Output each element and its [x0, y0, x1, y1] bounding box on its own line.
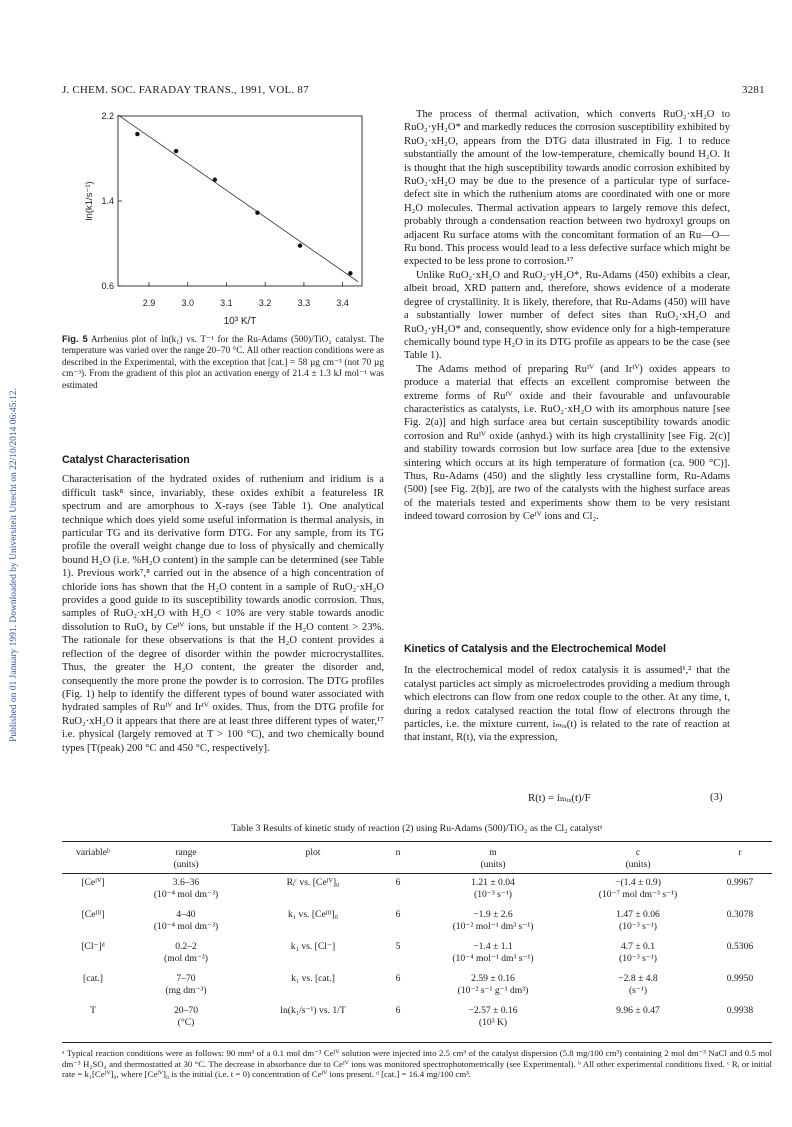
y-tick-label: 1.4: [101, 196, 114, 206]
download-notice: Published on 01 January 1991. Downloaded by Universiteit Utrecht on 22/10/2014 06:45:12.: [9, 388, 19, 742]
table-header-cell: variableᵇ: [76, 847, 110, 858]
equation-3: R(t) = iₘᵢₓ(t)/F: [528, 792, 591, 804]
x-tick-label: 3.4: [336, 298, 349, 308]
table-cell: −1.9 ± 2.6 (10⁻² mol⁻¹ dm³ s⁻¹): [452, 909, 534, 932]
table-cell: 0.3078: [726, 909, 754, 920]
table-cell: ln(k₁/s⁻¹) vs. 1/T: [280, 1005, 346, 1016]
right-column: [404, 108, 730, 524]
table-cell: −2.57 ± 0.16 (10³ K): [468, 1005, 518, 1028]
table-cell: k₁ vs. [Ceᴵᴵᴵ]₀: [287, 909, 338, 920]
table-cell: −2.8 ± 4.8 (s⁻¹): [618, 973, 658, 996]
table-cell: 0.9967: [726, 877, 754, 888]
table-rule-bottom: [62, 1042, 772, 1043]
table-rule-top: [62, 841, 772, 842]
table-cell: [Cl⁻]ᵈ: [81, 941, 105, 952]
data-point: [298, 243, 302, 247]
y-axis-label: ln(k1/s⁻¹): [84, 181, 95, 221]
table-cell: 9.96 ± 0.47: [616, 1005, 660, 1016]
figure-label: Fig. 5: [62, 334, 88, 344]
table-cell: k₁ vs. [cat.]: [291, 973, 335, 984]
table-cell: 1.21 ± 0.04 (10⁻³ s⁻¹): [471, 877, 515, 900]
table-cell: 6: [395, 877, 401, 888]
data-point: [348, 271, 352, 275]
x-tick-label: 2.9: [142, 298, 156, 308]
data-point: [255, 210, 259, 214]
table-header-cell: c (units): [625, 847, 651, 870]
data-point: [174, 149, 178, 153]
table-cell: 3.6–36 (10⁻⁴ mol dm⁻³): [153, 877, 219, 900]
table-cell: 20–70 (°C): [174, 1005, 198, 1028]
table-header-cell: plot: [305, 847, 321, 858]
table-cell: 1.47 ± 0.06 (10⁻³ s⁻¹): [616, 909, 660, 932]
page-number: 3281: [742, 84, 765, 96]
paragraph: The process of thermal activation, which converts RuO₂·xH₂O to RuO₂·yH₂O* and markedly reduces the corrosion susceptibility exhibited by RuO₂·xH₂O, appears from the DTG data illustrated in Fig. 1 to reduce substantially the amount of the low-temperature, chemically bound H₂O. It is thought that the high susceptibility towards anodic corrosion exhibited by RuO₂·xH₂O may be due to the presence of a particular type of surface-defect site in which the ruthenium atoms are coordinated with one or more H₂O molecules. Thermal activation appears to largely remove this defect, probably through a condensation reaction between two hydroxyl groups on adjacent Ru surface atoms with the concomitant formation of an Ru—O—Ru bond. This process would lead to a less defective surface which might be expected to be less prone to corrosion.¹⁷: [404, 109, 730, 268]
paragraph: The Adams method of preparing Ruᴵⱽ (and Irᴵⱽ) oxides appears to produce a material that effects an excellent compromise between the extreme forms of Ruᴵⱽ oxide and their favourable and unfavourable characteristics as catalysts, i.e. RuO₂·xH₂O with its amorphous nature [see Fig. 2(a)] and high surface area but certain susceptibility towards anodic corrosion and Ruᴵⱽ oxide (anhyd.) with its high crystallinity [see Fig. 2(c)] and stability towards corrosion but low surface area [due to the extensive sintering which occurs at its high temperature of formation (ca. 900 °C)]. Thus, Ru-Adams (450) and the slightly less crystalline form, Ru-Adams (500) [see Fig. 2(b)], are two of the catalysts with the highest surface areas of the materials tested and experiments show them to be very resistant indeed toward corrosion by Ceᴵⱽ ions and Cl₂.: [404, 363, 730, 523]
table-cell: 6: [395, 1005, 401, 1016]
figure-caption: [62, 334, 384, 392]
y-tick-label: 0.6: [101, 281, 114, 291]
paragraph: Characterisation of the hydrated oxides of ruthenium and iridium is a difficult task⁸ since, invariably, these oxides exhibit a featureless IR spectrum and are amorphous to X-rays (see Table 1). One analytical technique which does yield some useful information is thermal analysis, in particular TG and its derivative form DTG. For any sample, from its TG profile the overall weight change due to loss of physically and chemically bound H₂O (i.e. %H₂O content) in the sample can be determined (see Table 1). Previous work⁷,⁸ carried out in the absence of a high concentration of chloride ions has shown that the H₂O content in a sample of RuO₂·xH₂O provides a good guide to its susceptibility towards anodic corrosion. Thus, samples of RuO₂·xH₂O with H₂O < 10% are very stable towards anodic dissolution to RuO₄ by Ceᴵⱽ ions, but unstable if the H₂O content > 23%. The rationale for these observations is that the H₂O content provides a reflection of the degree of disorder within the powder microcrystallites. Thus, the greater the H₂O content, the greater the disorder and, consequently the more prone the powder is to corrosion. The DTG profiles (Fig. 1) help to identify the different types of bound water associated with hydrated samples of Ruᴵⱽ and Irᴵⱽ oxides. Thus, from the DTG profile for RuO₂·xH₂O it appears that there are at least three different types of water,¹⁷ i.e. physical (largely removed at T > 100 °C), and two chemically bound types [T(peak) 200 °C and 450 °C, respectively].: [62, 474, 384, 754]
table-row: [62, 1005, 772, 1037]
x-tick-label: 3.1: [220, 298, 233, 308]
table-header-cell: n: [395, 847, 401, 858]
fit-line: [118, 115, 358, 282]
table-row: [62, 941, 772, 973]
section-heading-kinetics: Kinetics of Catalysis and the Electrochemical Model: [404, 643, 666, 655]
paragraph: In the electrochemical model of redox catalysis it is assumed¹,² that the catalyst particles act simply as microelectrodes providing a medium through which electrons can flow from one redox couple to the other. At any time, t, during a redox catalysed reaction the total flow of electrons through the particles, i.e. the mixture current, iₘᵢₓ(t) is related to the rate of reaction at that instant, R(t), via the expression,: [404, 665, 730, 744]
table-header-row: [62, 847, 772, 870]
x-tick-label: 3.0: [181, 298, 194, 308]
table-cell: 6: [395, 973, 401, 984]
equation-number: (3): [710, 791, 723, 803]
table-cell: Rᵢᶜ vs. [Ceᴵⱽ]₀: [286, 877, 340, 888]
table-cell: 2.59 ± 0.16 (10⁻² s⁻¹ g⁻¹ dm³): [457, 973, 529, 996]
right-column-kinetics: [404, 637, 730, 745]
arrhenius-plot: [62, 106, 382, 331]
table-cell: 0.5306: [726, 941, 754, 952]
paragraph: Unlike RuO₂·xH₂O and RuO₂·yH₂O*, Ru-Adams (450) exhibits a clear, albeit broad, XRD pattern and, therefore, shows evidence of a moderate degree of crystallinity. It is likely, therefore, that Ru-Adams (450) will have a substantially lower number of defect sites than RuO₂·xH₂O and RuO₂·yH₂O* and, consequently, show evidence only for a high-temperature chemically bound type H₂O in its DTG profile as appears to be the case (see Table 1).: [404, 269, 730, 362]
x-tick-label: 3.3: [297, 298, 311, 308]
table-cell: 5: [395, 941, 401, 952]
table-cell: 0.2–2 (mol dm⁻³): [164, 941, 208, 964]
data-point: [135, 132, 139, 136]
table-row: [62, 909, 772, 941]
table-cell: [cat.]: [83, 973, 103, 984]
section-heading-catalyst: Catalyst Characterisation: [62, 454, 190, 466]
table-header-cell: r: [738, 847, 742, 858]
table-rule-mid: [62, 873, 772, 874]
table-row: [62, 973, 772, 1005]
table-title: Table 3 Results of kinetic study of reaction (2) using Ru-Adams (500)/TiO₂ as the Cl₂ catalystᵃ: [231, 823, 603, 834]
table-cell: k₁ vs. [Cl⁻]: [290, 941, 336, 952]
table-cell: −(1.4 ± 0.9) (10⁻⁷ mol dm⁻³ s⁻¹): [598, 877, 678, 900]
table-body: [62, 877, 772, 1037]
table-cell: 7–70 (mg dm⁻³): [165, 973, 207, 996]
table-cell: [Ceᴵᴵᴵ]: [81, 909, 105, 920]
data-point: [213, 178, 217, 182]
table-cell: [Ceᴵⱽ]: [81, 877, 105, 888]
table-cell: T: [90, 1005, 96, 1016]
table-footnote: ᵃ Typical reaction conditions were as follows: 90 mm³ of a 0.1 mol dm⁻³ Ceᴵⱽ solution were injected into 2.5 cm³ of the catalyst dispersion (5.8 mg/100 cm³) containing 2 mol dm⁻³ NaCl and 0.5 mol dm⁻³ H₂SO₄ and thermostatted at 30 °C. The decrease in absorbance due to Ceᴵⱽ ions was monitored spectrophotometrically (see Experimental). ᵇ All other experimental conditions fixed. ᶜ Rᵢ or initial rate = k₁[Ceᴵⱽ]₀, where [Ceᴵⱽ]₀ is the initial (i.e. t = 0) concentration of Ceᴵⱽ ions present. ᵈ [cat.] = 16.4 mg/100 cm³.: [62, 1048, 772, 1080]
x-tick-label: 3.2: [258, 298, 272, 308]
table-cell: 6: [395, 909, 401, 920]
table-header-cell: m (units): [480, 847, 506, 870]
table-header-cell: range (units): [173, 847, 199, 870]
table-cell: 0.9938: [726, 1005, 754, 1016]
table-cell: 4–40 (10⁻⁴ mol dm⁻³): [153, 909, 219, 932]
table-row: [62, 877, 772, 909]
table-cell: 0.9950: [726, 973, 754, 984]
table-cell: −1.4 ± 1.1 (10⁻⁴ mol⁻¹ dm³ s⁻¹): [452, 941, 534, 964]
figure-caption-text: Arrhenius plot of ln(k₁) vs. T⁻¹ for the Ru-Adams (500)/TiO₂ catalyst. The temperature was varied over the range 20–70 °C. All other reaction conditions were as described in the Experimental, with the exception that [cat.] = 58 µg cm⁻³ (not 70 µg cm⁻³). From the gradient of this plot an activation energy of 21.4 ± 1.3 kJ mol⁻¹ was estimated: [62, 335, 385, 391]
journal-header: J. CHEM. SOC. FARADAY TRANS., 1991, VOL. 87: [62, 84, 309, 96]
left-column: [62, 448, 384, 755]
x-axis-label: 10³ K/T: [223, 316, 257, 327]
table-3: [62, 847, 772, 870]
plot-frame: [118, 116, 362, 286]
table-cell: 4.7 ± 0.1 (10⁻³ s⁻¹): [619, 941, 657, 964]
y-tick-label: 2.2: [101, 111, 114, 121]
